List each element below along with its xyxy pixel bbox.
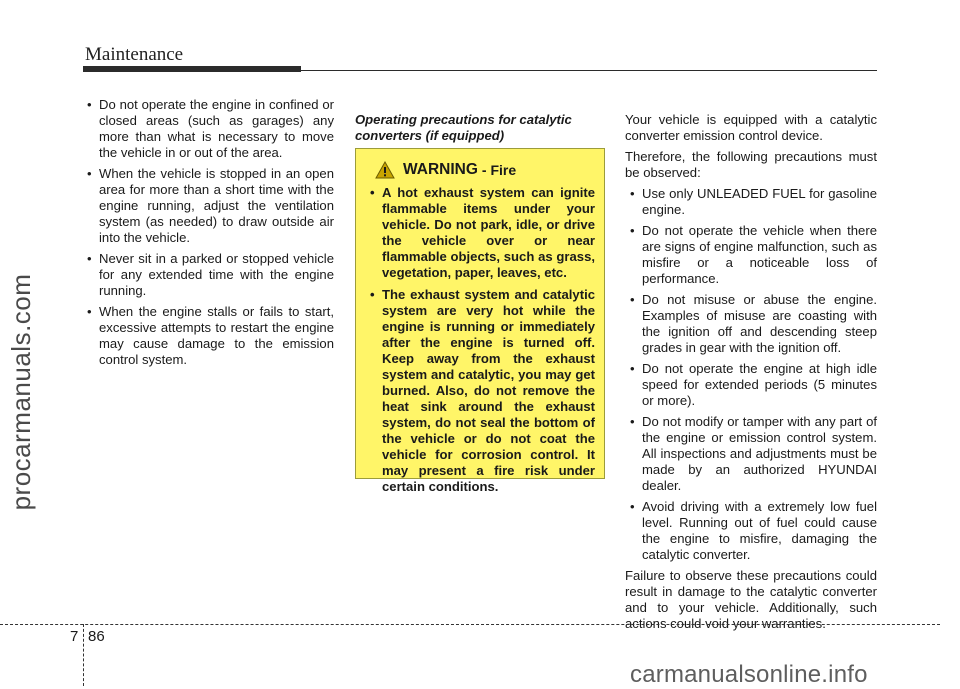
intro-paragraph: Your vehicle is equipped with a catalytic converter emission control device. [625, 112, 877, 143]
intro-paragraph: Therefore, the following precautions must be observed: [625, 149, 877, 180]
middle-column [355, 112, 605, 150]
list-item: • Avoid driving with a extremely low fuel level. Running out of fuel could cause the engine to misfire, damaging the catalytic converter. [625, 499, 877, 563]
warning-label: WARNING [403, 161, 478, 178]
list-item: • Do not operate the engine in confined or closed areas (such as garages) any more than what is necessary to move the vehicle in or out of the area. [82, 97, 334, 161]
section-heading: Operating precautions for catalytic converters (if equipped) [355, 112, 572, 143]
list-item: • Do not modify or tamper with any part of the engine or emission control system. All inspections and adjustments must be made by an authorized HYUNDAI dealer. [625, 414, 877, 494]
page-header-title: Maintenance [85, 44, 184, 65]
warning-subject: - Fire [481, 162, 517, 178]
list-item: • When the engine stalls or fails to start, excessive attempts to restart the engine may cause damage to the emission control system. [82, 304, 334, 368]
list-item: • Do not misuse or abuse the engine. Examples of misuse are coasting with the ignition off and descending steep grades in gear with the ignition off. [625, 292, 877, 356]
list-item: • Do not operate the vehicle when there are signs of engine malfunction, such as misfire or a noticeable loss of performance. [625, 223, 877, 287]
list-item: • A hot exhaust system can ignite flammable items under your vehicle. Do not park, idle, or drive the vehicle over or near flammable objects, such as grass, vegetation, paper, leaves, etc. [365, 185, 595, 281]
side-watermark-text: procarmanuals.com [6, 273, 36, 511]
bottom-watermark: carmanualsonline.info [630, 661, 868, 688]
list-item: • When the vehicle is stopped in an open area for more than a short time with the engine running, adjust the ventilation system (as needed) to draw outside air into the vehicle. [82, 166, 334, 246]
warning-header [365, 161, 595, 179]
footer-dashed-rule [0, 624, 940, 625]
header-rule-thick [83, 66, 301, 72]
list-item: • The exhaust system and catalytic system are very hot while the engine is running or immediately after the engine is turned off. Keep away from the exhaust system and catalytic, you may get burned. Also, do not remove the heat sink around the exhaust system, do not seal the bottom of the vehicle or do not coat the vehicle for corrosion control. It may present a fire risk under certain conditions. [365, 287, 595, 495]
warning-triangle-icon [375, 161, 395, 179]
chapter-number: 7 [70, 628, 79, 645]
list-item: • Do not operate the engine at high idle speed for extended periods (5 minutes or more). [625, 361, 877, 409]
warning-box [355, 148, 605, 494]
left-column [82, 97, 334, 373]
closing-paragraph: Failure to observe these precautions could result in damage to the catalytic converter and to your vehicle. Additionally, such actions could void your warranties. [625, 568, 877, 631]
footer-dashed-divider [83, 624, 84, 686]
list-item: • Never sit in a parked or stopped vehicle for any extended time with the engine running. [82, 251, 334, 299]
warning-bullet-list [365, 185, 595, 495]
right-bullet-list [625, 186, 877, 563]
page-number: 86 [88, 628, 105, 645]
left-bullet-list [82, 97, 334, 368]
right-column [625, 112, 877, 637]
list-item: • Use only UNLEADED FUEL for gasoline engine. [625, 186, 877, 218]
header-rule-thin [301, 70, 877, 71]
